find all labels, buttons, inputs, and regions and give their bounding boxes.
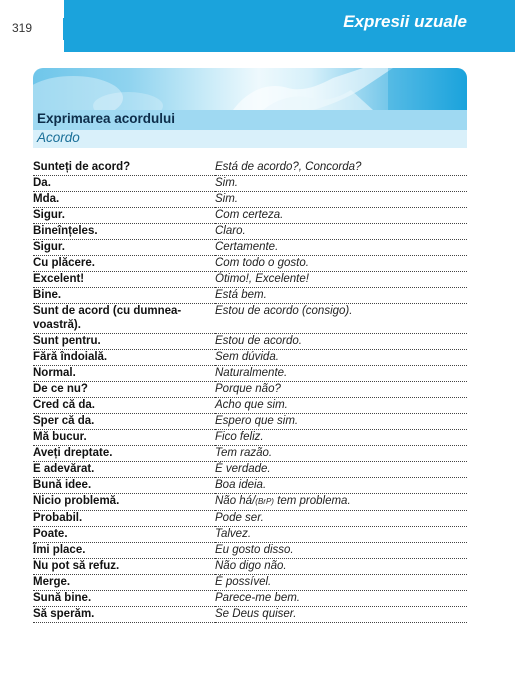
- phrase-portuguese: Ótimo!, Excelente!: [215, 272, 467, 288]
- phrase-portuguese: Boa ideia.: [215, 478, 467, 494]
- phrase-romanian: Merge.: [33, 575, 215, 591]
- handshake-photo-icon: [33, 68, 467, 110]
- phrase-romanian: E adevărat.: [33, 462, 215, 478]
- phrase-portuguese: Com todo o gosto.: [215, 256, 467, 272]
- phrase-romanian: Mă bucur.: [33, 430, 215, 446]
- phrase-romanian: Nu pot să refuz.: [33, 559, 215, 575]
- table-row: [33, 288, 467, 304]
- phrase-portuguese: Sem dúvida.: [215, 350, 467, 366]
- table-row: [33, 494, 467, 511]
- table-row: [33, 559, 467, 575]
- table-row: [33, 591, 467, 607]
- table-row: [33, 256, 467, 272]
- table-row: [33, 414, 467, 430]
- phrase-romanian: Sigur.: [33, 240, 215, 256]
- phrase-portuguese: É verdade.: [215, 462, 467, 478]
- variant-marker: (BrP): [255, 497, 274, 506]
- phrase-romanian: Sper că da.: [33, 414, 215, 430]
- phrase-portuguese: Não digo não.: [215, 559, 467, 575]
- table-row: [33, 160, 467, 176]
- section-title: Expresii uzuale: [343, 12, 467, 31]
- phrase-romanian: Să sperăm.: [33, 607, 215, 623]
- phrase-romanian: Sigur.: [33, 208, 215, 224]
- phrase-portuguese: Espero que sim.: [215, 414, 467, 430]
- phrase-romanian: Nicio problemă.: [33, 494, 215, 511]
- table-row: [33, 350, 467, 366]
- phrase-portuguese: Fico feliz.: [215, 430, 467, 446]
- table-row: [33, 430, 467, 446]
- table-row: [33, 240, 467, 256]
- table-row: [33, 446, 467, 462]
- phrase-table: [33, 160, 467, 623]
- phrase-portuguese: Sim.: [215, 176, 467, 192]
- table-row: [33, 272, 467, 288]
- phrase-portuguese: Talvez.: [215, 527, 467, 543]
- phrase-portuguese: Está de acordo?, Concorda?: [215, 160, 467, 176]
- table-row: [33, 304, 467, 334]
- table-row: [33, 527, 467, 543]
- phrase-romanian: Cu plăcere.: [33, 256, 215, 272]
- phrase-romanian: Sună bine.: [33, 591, 215, 607]
- table-row: [33, 478, 467, 494]
- phrase-romanian: Normal.: [33, 366, 215, 382]
- phrase-romanian: Sunt pentru.: [33, 334, 215, 350]
- phrase-romanian: Poate.: [33, 527, 215, 543]
- phrase-portuguese: Tem razão.: [215, 446, 467, 462]
- table-row: [33, 398, 467, 414]
- table-row: [33, 607, 467, 623]
- phrase-romanian: Da.: [33, 176, 215, 192]
- banner-image: [33, 68, 467, 110]
- phrase-portuguese: Acho que sim.: [215, 398, 467, 414]
- phrase-romanian: Îmi place.: [33, 543, 215, 559]
- phrase-portuguese: É possível.: [215, 575, 467, 591]
- header-divider: [63, 18, 65, 40]
- phrase-portuguese: Claro.: [215, 224, 467, 240]
- phrase-portuguese: Eu gosto disso.: [215, 543, 467, 559]
- phrase-portuguese: Está bem.: [215, 288, 467, 304]
- phrase-romanian: De ce nu?: [33, 382, 215, 398]
- phrase-portuguese: Estou de acordo (consigo).: [215, 304, 467, 334]
- phrase-portuguese: Parece-me bem.: [215, 591, 467, 607]
- section-heading-portuguese: Acordo: [37, 130, 80, 145]
- phrase-portuguese-part: Não há/: [215, 495, 256, 507]
- table-row: [33, 511, 467, 527]
- table-row: [33, 224, 467, 240]
- phrase-romanian: Sunteți de acord?: [33, 160, 215, 176]
- phrase-romanian: Sunt de acord (cu dumnea-voastră).: [33, 304, 215, 334]
- table-row: [33, 192, 467, 208]
- phrase-romanian: Probabil.: [33, 511, 215, 527]
- section-heading-romanian: Exprimarea acordului: [37, 111, 176, 126]
- phrase-romanian: Mda.: [33, 192, 215, 208]
- table-row: [33, 208, 467, 224]
- page-number: 319: [0, 0, 64, 52]
- phrase-portuguese: Pode ser.: [215, 511, 467, 527]
- table-row: [33, 366, 467, 382]
- phrase-romanian: Cred că da.: [33, 398, 215, 414]
- table-row: [33, 334, 467, 350]
- phrase-portuguese: Sim.: [215, 192, 467, 208]
- phrase-portuguese: Com certeza.: [215, 208, 467, 224]
- phrase-romanian: Excelent!: [33, 272, 215, 288]
- phrase-portuguese: Estou de acordo.: [215, 334, 467, 350]
- phrase-romanian: Bună idee.: [33, 478, 215, 494]
- subheading-band: [33, 130, 467, 148]
- phrase-romanian: Bineînțeles.: [33, 224, 215, 240]
- phrase-portuguese: Naturalmente.: [215, 366, 467, 382]
- phrase-portuguese: Certamente.: [215, 240, 467, 256]
- table-row: [33, 382, 467, 398]
- phrase-romanian: Aveți dreptate.: [33, 446, 215, 462]
- phrase-romanian: Bine.: [33, 288, 215, 304]
- table-row: [33, 462, 467, 478]
- table-row: [33, 543, 467, 559]
- table-row: [33, 575, 467, 591]
- table-row: [33, 176, 467, 192]
- phrase-romanian: Fără îndoială.: [33, 350, 215, 366]
- phrase-portuguese: Porque não?: [215, 382, 467, 398]
- phrase-portuguese: [215, 494, 467, 511]
- phrase-portuguese-part: tem problema.: [273, 495, 351, 507]
- phrase-portuguese: Se Deus quiser.: [215, 607, 467, 623]
